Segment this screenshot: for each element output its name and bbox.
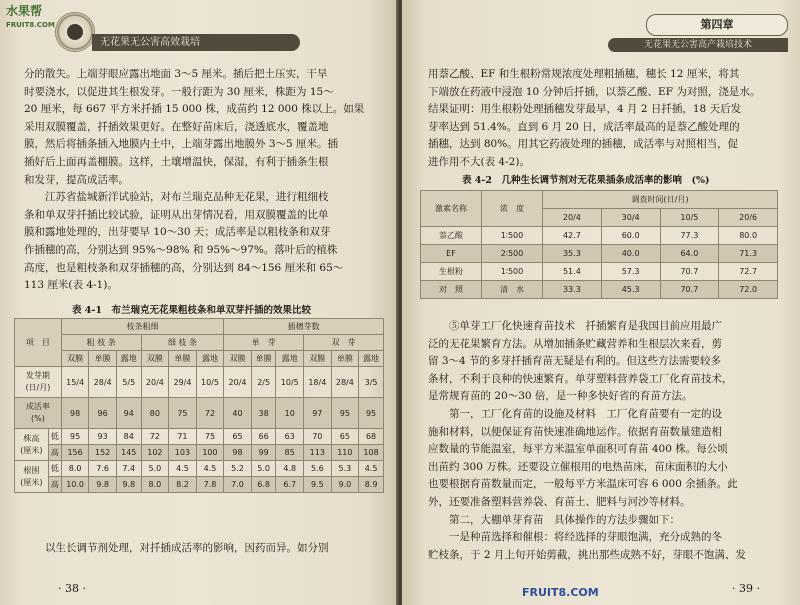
table-cell: 103: [169, 445, 197, 461]
table-cell: 4.5: [359, 461, 384, 477]
table-cell: 38: [251, 398, 276, 429]
table-cell: 8.2: [169, 477, 197, 493]
text-line: 外，还要准备塑料营养袋、育苗土、肥料与河沙等材料。: [428, 495, 691, 508]
table-cell: 84: [116, 429, 141, 445]
leaf-header: 双膜: [61, 351, 89, 367]
table-cell: 71.3: [719, 245, 778, 263]
text-line: 插穗，达到 80%。用其它药液处理的插穗，成活率与对照相当，促: [428, 138, 739, 151]
table-cell: 51.4: [543, 263, 602, 281]
book-emblem-icon: [55, 12, 95, 52]
text-line: 高度，也是粗枝条和双芽插穗的高，分别达到 84～156 厘米和 65～: [24, 261, 344, 274]
watermark-en: FRUIT8.COM: [6, 21, 55, 29]
text-line: 留 3～4 节的多芽扦插育苗无疑是有利的。但这些方法需要较多: [428, 355, 722, 368]
table-row: [421, 245, 778, 263]
table-cell: 5.3: [331, 461, 359, 477]
group-header: 插穗芽数: [224, 319, 384, 335]
table-cell: 42.7: [543, 227, 602, 245]
table-cell: 99: [251, 445, 276, 461]
table-cell: 60.0: [601, 227, 660, 245]
text-line: 条和单双芽扦插比较试验，证明从出芽情况看，用双膜覆盖的比单: [24, 208, 329, 221]
row-label: 萘乙酸: [421, 227, 482, 245]
table-cell: 156: [61, 445, 89, 461]
text-line: 出苗约 300 万株。还要设立催根用的电热苗床，苗床面积的大小: [428, 460, 728, 473]
table-cell: 102: [141, 445, 169, 461]
table-4-1: [14, 318, 384, 493]
table-row: [421, 263, 778, 281]
table-cell: 95: [331, 398, 359, 429]
text-line: 作插穗的高，分别达到 95%～98% 和 95%～97%。落叶后的植株: [24, 243, 338, 256]
row-label: 生根粉: [421, 263, 482, 281]
text-line: 分的散失。上端芽眼应露出地面 3～5 厘米。插后把土压实，干旱: [24, 68, 328, 80]
left-body-text-bottom: [24, 540, 376, 558]
table-cell: 5.0: [141, 461, 169, 477]
table-cell: 45.3: [601, 281, 660, 299]
table-header-row: [421, 191, 778, 209]
table-cell: 65: [331, 429, 359, 445]
text-line: 江苏省盐城新洋试验站，对布兰瑞克品种无花果，进行粗细枝: [45, 191, 329, 204]
table-4-2-caption: 表 4-2 几种生长调节剂对无花果插条成活率的影响 (%): [462, 175, 710, 186]
table-cell: 110: [331, 445, 359, 461]
col-header: 浓 度: [482, 191, 543, 227]
table-cell: 4.8: [276, 461, 304, 477]
left-body-text-top: [24, 66, 376, 295]
table-cell: 6.8: [251, 477, 276, 493]
text-line: 是常规育苗的 20～30 倍，是一种多快好省的育苗方法。: [428, 390, 693, 403]
row-label: 对 照: [421, 281, 482, 299]
table-cell: 113: [304, 445, 332, 461]
table-header-row: [15, 319, 384, 335]
table-header-row: [15, 351, 384, 367]
right-page-number: · 39 ·: [732, 582, 760, 595]
sub-header: 粗 枝 条: [61, 335, 141, 351]
table-cell: 9.8: [89, 477, 117, 493]
text-line: 结果证明：用生根粉处理插穗发芽最早，4 月 2 日扦插，18 天后发: [428, 103, 742, 116]
table-row: [15, 429, 384, 445]
text-line: 采用双膜覆盖，扦插效果更好。在整好苗床后，浇透底水，覆盖地: [24, 120, 329, 133]
leaf-header: 单膜: [331, 351, 359, 367]
leaf-header: 露地: [116, 351, 141, 367]
table-cell: 96: [89, 398, 117, 429]
leaf-header: 双膜: [224, 351, 252, 367]
table-cell: 8.0: [141, 477, 169, 493]
table-cell: 15/4: [61, 367, 89, 398]
date-header: 20/4: [543, 209, 602, 227]
table-cell: 6.7: [276, 477, 304, 493]
text-line: 条材，不利于良种的快速繁育。单芽塑料营养袋工厂化育苗技术，: [428, 372, 733, 385]
leaf-header: 双膜: [304, 351, 332, 367]
text-line: 贮枝条，于 2 月上旬开始剪截，挑出那些成熟不好，芽眼不饱满、发: [428, 548, 746, 561]
table-cell: 18/4: [304, 367, 332, 398]
text-line: 113 厘米(表 4-1)。: [24, 279, 118, 292]
table-cell: 28/4: [89, 367, 117, 398]
text-line: 膜，然后将插条插入地膜内土中，上端芽露出地膜外 3～5 厘米。插: [24, 138, 339, 151]
table-cell: 98: [61, 398, 89, 429]
table-cell: 10/5: [196, 367, 224, 398]
leaf-header: 露地: [276, 351, 304, 367]
table-cell: 64.0: [660, 245, 719, 263]
row-label: EF: [421, 245, 482, 263]
text-line: 施和材料，以便保证育苗快速准确地运作。依据育苗数量建造相: [428, 425, 722, 438]
row-conc: 1∶500: [482, 263, 543, 281]
table-cell: 75: [169, 398, 197, 429]
table-cell: 57.3: [601, 263, 660, 281]
row-label: 株高 (厘米): [15, 429, 49, 461]
table-cell: 72.0: [719, 281, 778, 299]
date-header: 30/4: [601, 209, 660, 227]
left-page: [0, 0, 398, 605]
table-cell: 40.0: [601, 245, 660, 263]
table-cell: 145: [116, 445, 141, 461]
table-cell: 33.3: [543, 281, 602, 299]
table-cell: 5.0: [251, 461, 276, 477]
text-line: ⑤单芽工厂化快速育苗技术 扦插繁育是我国目前应用最广: [449, 320, 722, 332]
table-cell: 10/5: [276, 367, 304, 398]
text-line: 时要浇水，以促进其生根发芽。一般行距为 30 厘米，株距为 15～: [24, 85, 334, 98]
text-line: 膜和露地处理的，出芽要早 10～30 天；成活率是以粗枝条和双芽: [24, 226, 331, 239]
table-cell: 10.0: [61, 477, 89, 493]
watermark-bottom: FRUIT8.COM: [522, 586, 599, 599]
table-cell: 93: [89, 429, 117, 445]
col-header: 激素名称: [421, 191, 482, 227]
text-line: 用萘乙酸、EF 和生根粉常规浓度处理粗插穗，穗长 12 厘米，将其: [428, 68, 740, 80]
table-cell: 95: [61, 429, 89, 445]
table-cell: 100: [196, 445, 224, 461]
text-line: 第二，大棚单芽育苗 具体操作的方法步骤如下：: [449, 513, 680, 526]
leaf-header: 单膜: [251, 351, 276, 367]
table-cell: 9.5: [304, 477, 332, 493]
left-paragraph-bottom: 以生长调节剂处理，对扦插成活率的影响，因药而异。如分别: [45, 542, 329, 554]
table-row: [15, 398, 384, 429]
left-running-header: 无花果无公害高效栽培: [92, 34, 300, 51]
table-cell: 4.5: [196, 461, 224, 477]
table-cell: 97: [304, 398, 332, 429]
row-sublabel: 高: [48, 445, 61, 461]
leaf-header: 单膜: [89, 351, 117, 367]
table-cell: 28/4: [331, 367, 359, 398]
table-cell: 72: [141, 429, 169, 445]
table-cell: 7.8: [196, 477, 224, 493]
sub-header: 细 枝 条: [141, 335, 224, 351]
table-cell: 95: [359, 398, 384, 429]
table-cell: 94: [116, 398, 141, 429]
right-running-header: 无花果无公害高产栽培技术: [608, 38, 788, 52]
table-4-1-caption: 表 4-1 布兰瑞克无花果粗枝条和单双芽扦插的效果比较: [72, 305, 311, 316]
table-cell: 40: [224, 398, 252, 429]
text-line: 一是种苗选择和催根：将经选择的芽眼饱满，充分成熟的冬: [449, 531, 722, 544]
date-header: 20/6: [719, 209, 778, 227]
text-line: 第一，工厂化育苗的设施及材料 工厂化育苗要有一定的设: [449, 407, 722, 420]
table-cell: 66: [251, 429, 276, 445]
text-line: 20 厘米，每 667 平方米扦插 15 000 株，成苗约 12 000 株以上。如果: [24, 103, 365, 116]
leaf-header: 露地: [196, 351, 224, 367]
watermark-logo: [6, 4, 55, 32]
row-sublabel: 低: [48, 429, 61, 445]
watermark-cn: 水果帮: [6, 4, 43, 18]
col-label: 项 目: [15, 319, 62, 367]
row-conc: 2∶500: [482, 245, 543, 263]
table-cell: 20/4: [224, 367, 252, 398]
chapter-label: 第四章: [646, 14, 788, 36]
table-row: [15, 477, 384, 493]
table-cell: 65: [224, 429, 252, 445]
text-line: 下端放在药液中浸泡 10 分钟后扦插，以萘乙酸、EF 为对照，浇是水。: [428, 85, 761, 98]
table-cell: 80: [141, 398, 169, 429]
table-cell: 70.7: [660, 263, 719, 281]
row-label: 发芽期 (日/月): [15, 367, 62, 398]
text-line: 和发芽，提高成活率。: [24, 173, 129, 186]
table-cell: 7.4: [116, 461, 141, 477]
row-label: 成活率 (%): [15, 398, 62, 429]
text-line: 泛的无花果繁育方法。从增加插条贮藏营养和生根层次来看，剪: [428, 337, 722, 350]
table-cell: 8.0: [61, 461, 89, 477]
table-cell: 5/5: [116, 367, 141, 398]
table-cell: 80.0: [719, 227, 778, 245]
table-cell: 29/4: [169, 367, 197, 398]
row-label: 根围 (厘米): [15, 461, 49, 493]
table-cell: 4.5: [169, 461, 197, 477]
right-page: [402, 0, 800, 605]
table-cell: 7.6: [89, 461, 117, 477]
col-header: 调查时间(日/月): [543, 191, 778, 209]
table-row: [421, 281, 778, 299]
right-body-text-top: [428, 66, 784, 172]
table-cell: 9.0: [331, 477, 359, 493]
table-cell: 71: [169, 429, 197, 445]
table-cell: 98: [224, 445, 252, 461]
table-4-2: [420, 190, 778, 299]
sub-header: 单 芽: [224, 335, 304, 351]
table-cell: 68: [359, 429, 384, 445]
table-header-row: [15, 335, 384, 351]
group-header: 枝条粗细: [61, 319, 223, 335]
table-cell: 3/5: [359, 367, 384, 398]
table-cell: 70: [304, 429, 332, 445]
text-line: 进作用不大(表 4-2)。: [428, 155, 530, 168]
table-row: [421, 227, 778, 245]
leaf-header: 露地: [359, 351, 384, 367]
text-line: 应数量的节能温室，每平方米温室单面积可育苗 400 株。每公顷: [428, 443, 728, 456]
table-cell: 72: [196, 398, 224, 429]
table-cell: 9.8: [116, 477, 141, 493]
table-cell: 2/5: [251, 367, 276, 398]
table-row: [15, 367, 384, 398]
text-line: 插好后上面再盖棚膜。这样，土壤增温快，保湿，有利于插条生根: [24, 155, 329, 168]
table-cell: 10: [276, 398, 304, 429]
table-cell: 35.3: [543, 245, 602, 263]
table-cell: 108: [359, 445, 384, 461]
date-header: 10/5: [660, 209, 719, 227]
leaf-header: 单膜: [169, 351, 197, 367]
table-cell: 5.6: [304, 461, 332, 477]
table-cell: 85: [276, 445, 304, 461]
row-sublabel: 高: [48, 477, 61, 493]
table-cell: 8.9: [359, 477, 384, 493]
table-row: [15, 461, 384, 477]
table-row: [15, 445, 384, 461]
table-cell: 7.0: [224, 477, 252, 493]
row-conc: 1∶500: [482, 227, 543, 245]
right-body-text-bottom: [428, 318, 784, 564]
table-cell: 72.7: [719, 263, 778, 281]
left-page-number: · 38 ·: [58, 582, 86, 595]
text-line: 芽率达到 51.4%。直到 6 月 20 日，成活率最高的是萘乙酸处理的: [428, 120, 740, 133]
table-cell: 70.7: [660, 281, 719, 299]
leaf-header: 双膜: [141, 351, 169, 367]
table-cell: 152: [89, 445, 117, 461]
table-cell: 75: [196, 429, 224, 445]
row-conc: 清 水: [482, 281, 543, 299]
sub-header: 双 芽: [304, 335, 384, 351]
table-cell: 77.3: [660, 227, 719, 245]
table-cell: 20/4: [141, 367, 169, 398]
text-line: 也要根据育苗数量而定，一般每平方米温床可容 6 000 余插条。此: [428, 478, 738, 491]
table-cell: 63: [276, 429, 304, 445]
row-sublabel: 低: [48, 461, 61, 477]
table-cell: 5.2: [224, 461, 252, 477]
